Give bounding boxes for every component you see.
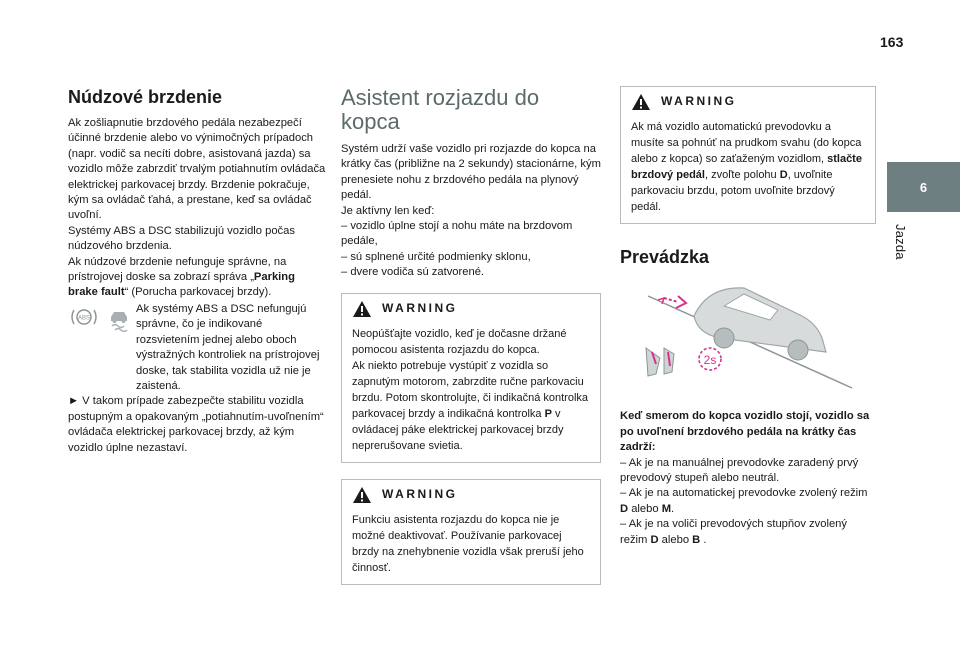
paragraph: Ak systémy ABS a DSC nefungujú správne, čo je indikované rozsvietením jednej alebo oboch výstražných kontroliek na prístrojovej doske, tak stabilita vozidla už nie je zaistená. bbox=[136, 302, 320, 392]
section-title-operation: Prevádzka bbox=[620, 247, 710, 267]
paragraph: Systém udrží vaše vozidlo pri rozjazde do kopca na krátky čas (približne na 2 sekundy) stacionárne, kým prenesiete nohu z brzdového pedála na plynový pedál. bbox=[341, 143, 601, 202]
abs-warning-icon bbox=[68, 306, 100, 328]
warning-box bbox=[620, 86, 876, 224]
warning-triangle-icon bbox=[352, 486, 372, 504]
warning-box bbox=[341, 293, 601, 463]
paragraph: Ak má vozidlo automatickú prevodovku a musíte sa pohnúť na prudkom svahu (do kopca alebo z kopca) so zaťaženým vozidlom, stlačte brzdový pedál, zvoľte polohu D, uvoľnite parkovaciu brzdu, potom uvoľnite brzdový pedál. bbox=[631, 121, 862, 213]
warning-box bbox=[341, 479, 601, 585]
column-operation bbox=[620, 86, 876, 548]
paragraph: Ak niekto potrebuje vystúpiť z vozidla so zapnutým motorom, zabrzdite ručne parkovaciu brzdu. Potom skontrolujte, či indikačná kontrolka parkovacej brzdy a indikačná kontrolka P v ovládacej páke elektrickej parkovacej brzdy neprerušovane svietia. bbox=[352, 359, 589, 452]
chapter-label-wrap bbox=[890, 224, 914, 284]
list-item: – vozidlo úplne stojí a nohu máte na brzdovom pedále, bbox=[341, 220, 573, 248]
paragraph: Systémy ABS a DSC stabilizujú vozidlo počas núdzového brzdenia. bbox=[68, 224, 295, 253]
warning-triangle-icon bbox=[631, 93, 651, 111]
list-item: – sú splnené určité podmienky sklonu, bbox=[341, 250, 531, 263]
warning-header bbox=[352, 294, 590, 326]
column-hill-start bbox=[341, 86, 601, 585]
hill-start-illustration bbox=[620, 286, 876, 395]
warning-lamp-row bbox=[68, 302, 326, 394]
section-title-hill-start: Asistent rozjazdu do kopca bbox=[341, 85, 540, 134]
warning-header bbox=[352, 480, 590, 512]
list-item: – Ak je na voliči prevodových stupňov zvolený režim D alebo B . bbox=[620, 518, 847, 546]
warning-lamps bbox=[68, 302, 132, 332]
chapter-number: 6 bbox=[919, 179, 928, 195]
paragraph: Ak zošliapnutie brzdového pedála nezabezpečí účinné brzdenie alebo vo výnimočných prípadoch (napr. vodič sa necíti dobre, asistovaná jazda) sa vozidlo môže zabrzdiť trvalým potiahnutím ovládača elektrickej parkovacej brzdy. Brzdenie pokračuje, kým sa ovládač ťahá, a prestane, keď sa ovládač uvoľní. bbox=[68, 117, 326, 222]
paragraph: Ak núdzové brzdenie nefunguje správne, na prístrojovej doske sa zobrazí správa „Parking brake fault“ (Porucha parkovacej brzdy). bbox=[68, 255, 295, 299]
warning-body bbox=[352, 326, 590, 454]
warning-body bbox=[631, 119, 865, 215]
warning-title: WARNING bbox=[661, 94, 737, 109]
chapter-label: Jazda bbox=[893, 224, 908, 260]
chapter-tab[interactable] bbox=[887, 162, 960, 212]
paragraph: Neopúšťajte vozidlo, keď je dočasne držané pomocou asistenta rozjazdu do kopca. bbox=[352, 327, 567, 356]
warning-triangle-icon bbox=[352, 300, 372, 318]
message-text: Parking brake fault bbox=[68, 271, 295, 299]
warning-title: WARNING bbox=[382, 486, 458, 501]
bullet-instruction: ► V takom prípade zabezpečte stabilitu vozidla postupným a opakovaným „potiahnutím-uvoľnením“ ovládača elektrickej parkovacej brzdy, až kým vozidlo úplne nezastaví. bbox=[68, 395, 324, 454]
paragraph: Je aktívny len keď: bbox=[341, 204, 435, 217]
list-item: – Ak je na manuálnej prevodovke zaradený prvý prevodový stupeň alebo neutrál. bbox=[620, 456, 859, 485]
warning-body bbox=[352, 512, 590, 576]
paragraph: Funkciu asistenta rozjazdu do kopca nie je možné deaktivovať. Používanie parkovacej brzdy na znehybnenie vozidla však preruší jeho činnosť. bbox=[352, 513, 584, 574]
section-title-emergency-braking: Núdzové brzdenie bbox=[68, 87, 223, 107]
car-on-slope-illustration bbox=[620, 286, 860, 390]
duration-label: 2s bbox=[703, 353, 717, 367]
svg-text:ABS: ABS bbox=[77, 315, 91, 322]
column-emergency-braking bbox=[68, 86, 326, 456]
dsc-warning-icon bbox=[106, 306, 132, 332]
warning-title: WARNING bbox=[382, 300, 458, 315]
bold-paragraph: Keď smerom do kopca vozidlo stojí, vozidlo sa po uvoľnení brzdového pedála na krátky čas zadrží: bbox=[620, 410, 870, 454]
page-number: 163 bbox=[880, 34, 904, 50]
list-item: – dvere vodiča sú zatvorené. bbox=[341, 266, 485, 279]
list-item: – Ak je na automatickej prevodovke zvolený režim D alebo M. bbox=[620, 487, 868, 515]
warning-header bbox=[631, 87, 865, 119]
